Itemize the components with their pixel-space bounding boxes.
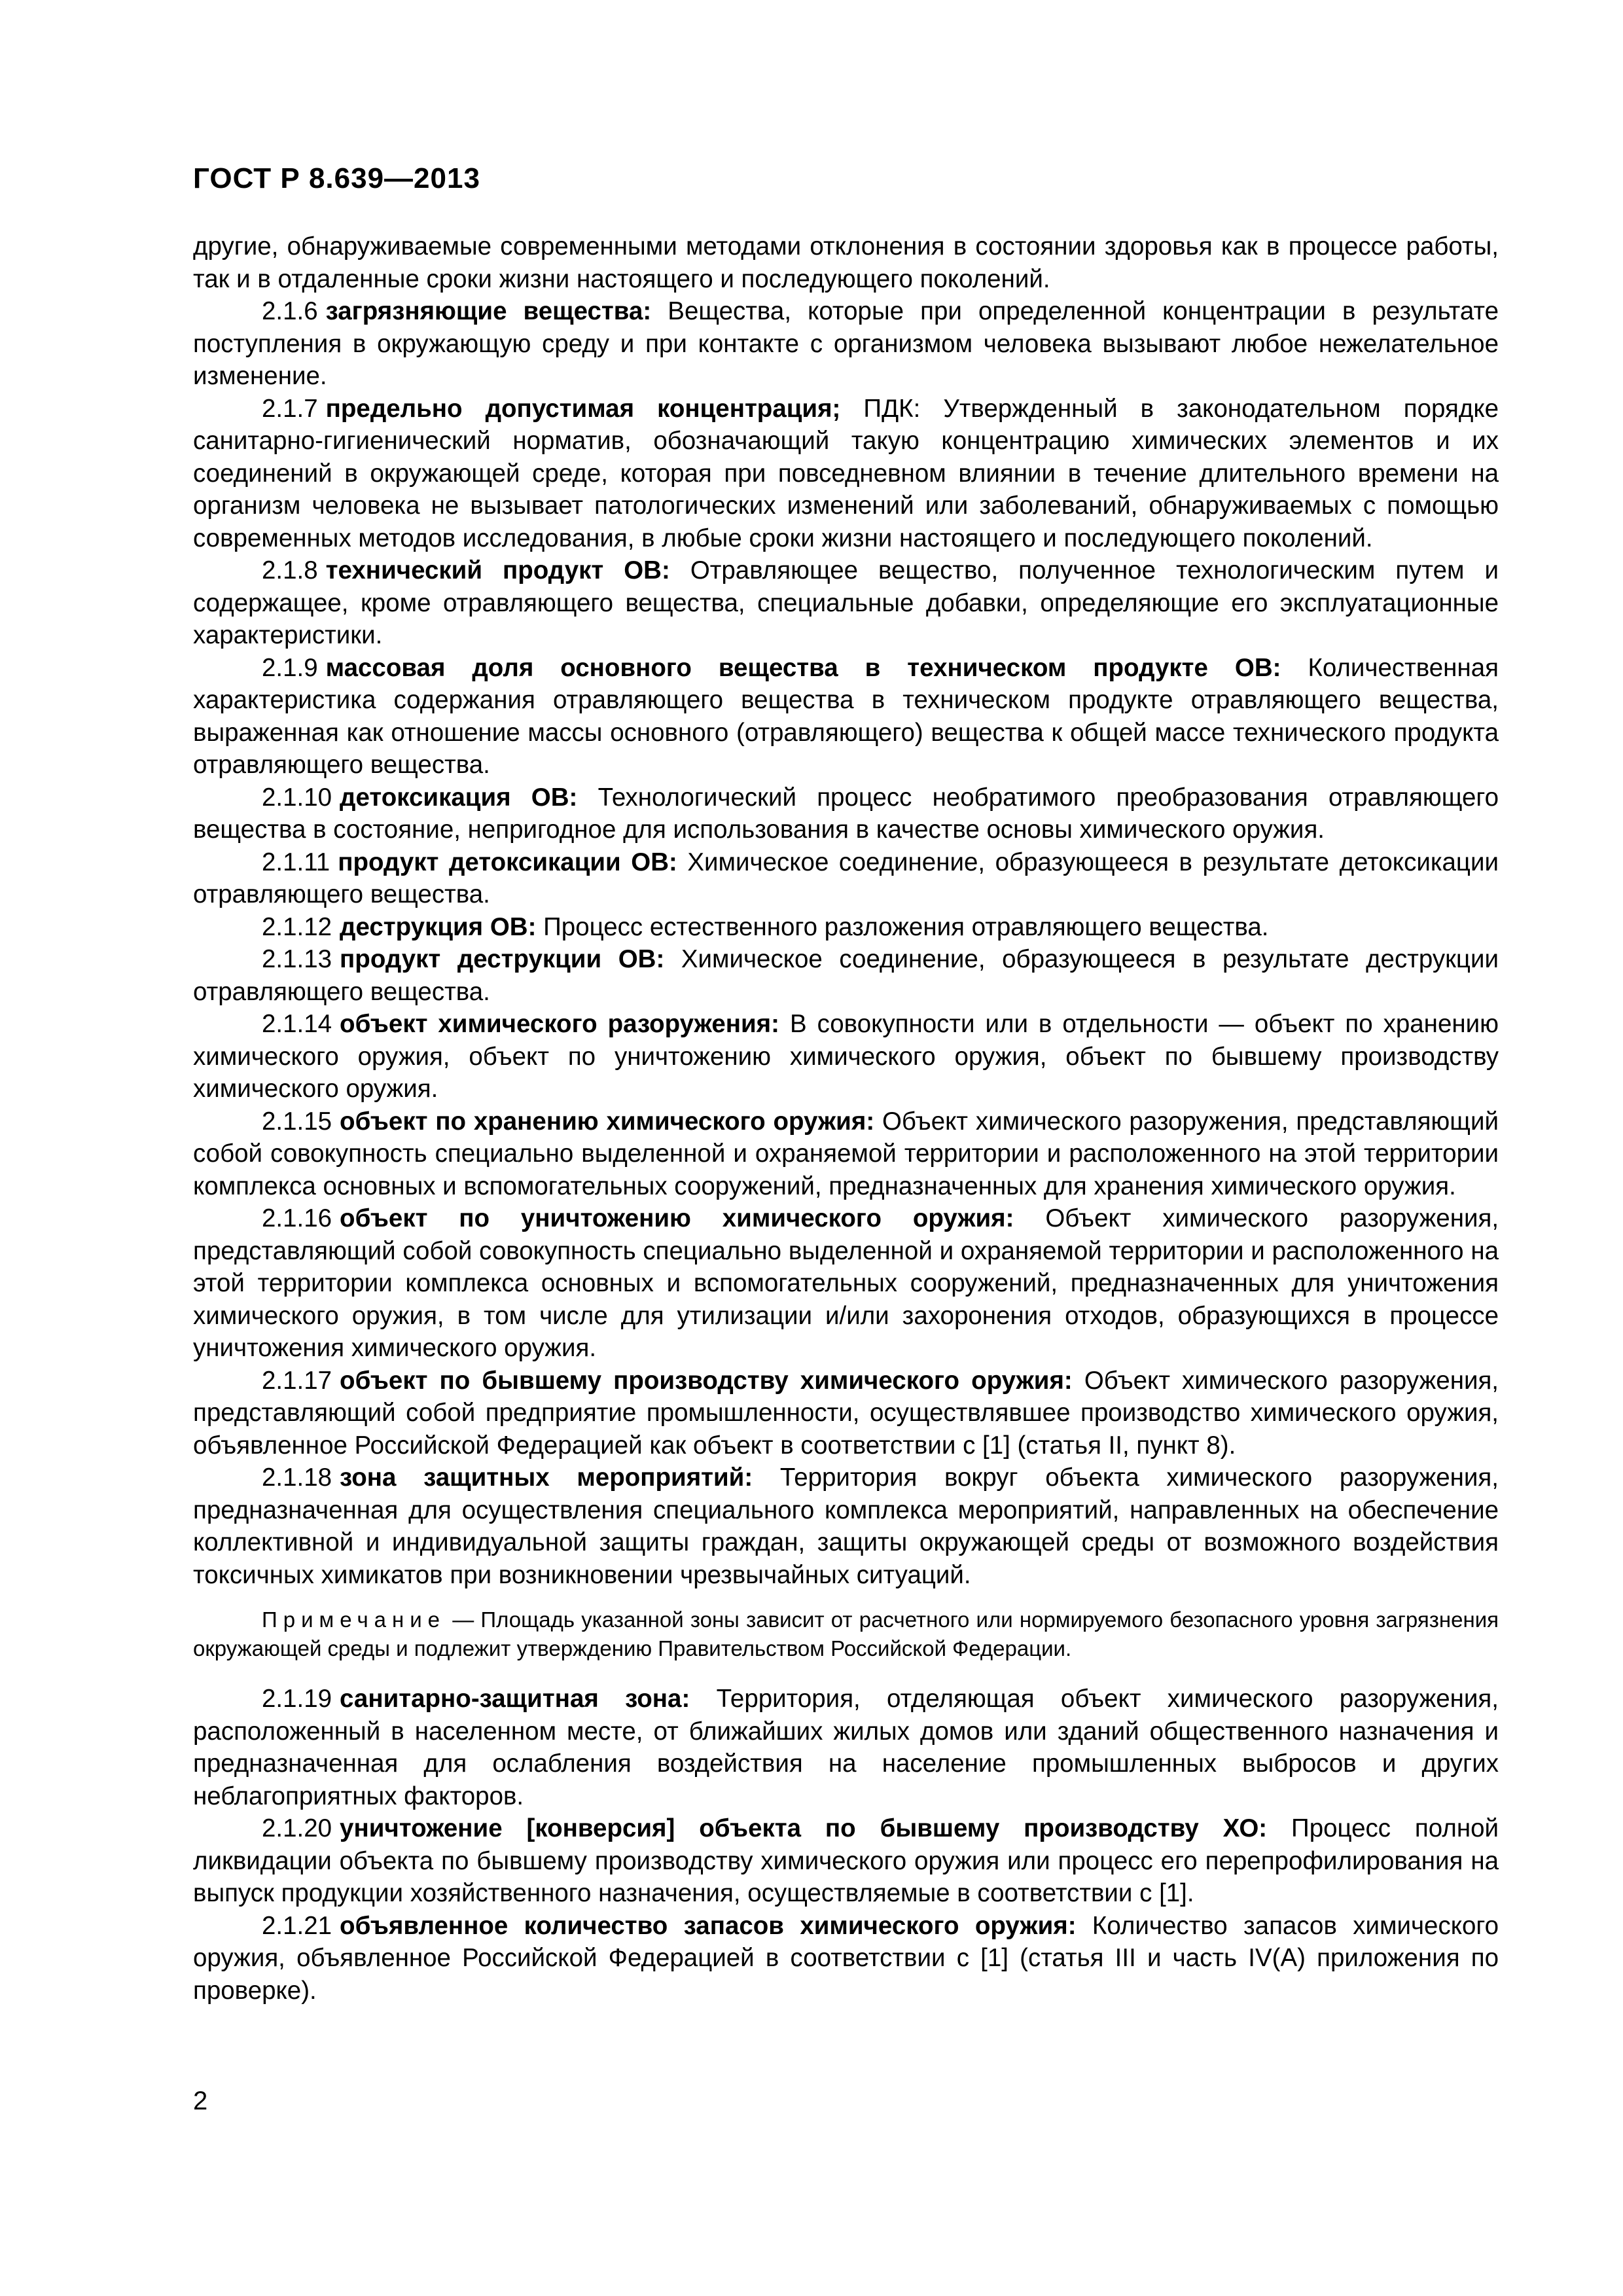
term-definition: Вещества, которые при определенной концентрации в результате поступления в окружающую среду и при контакте с организмом человека вызывают любое нежелательное изменение.	[193, 297, 1499, 390]
page-number: 2	[193, 2087, 208, 2115]
term-number: 2.1.6	[262, 297, 318, 325]
term-name: объект по бывшему производству химического оружия:	[340, 1366, 1073, 1395]
term-definition: Территория, отделяющая объект химического разоружения, расположенный в населенном месте, от ближайших жилых домов или зданий общественного назначения и предназначенная для ослабления воздействия на население промышленных выбросов и других неблагоприятных факторов.	[193, 1685, 1499, 1810]
term-number: 2.1.11	[262, 848, 330, 876]
term-paragraph	[193, 1683, 1499, 1812]
term-number: 2.1.17	[262, 1366, 332, 1395]
term-name: загрязняющие вещества:	[325, 297, 652, 325]
terms-list-after-note	[193, 1683, 1499, 2007]
term-name: зона защитных мероприятий:	[340, 1463, 753, 1492]
term-paragraph	[193, 393, 1499, 555]
term-definition: Процесс полной ликвидации объекта по бывшему производству химического оружия или процесс его перепрофилирования на выпуск продукции хозяйственного назначения, осуществляемые в соответствии с [1].	[193, 1814, 1499, 1907]
term-paragraph	[193, 1365, 1499, 1462]
term-name: уничтожение [конверсия] объекта по бывшему производству ХО:	[340, 1814, 1268, 1842]
term-paragraph	[193, 1105, 1499, 1203]
note-text: — Площадь указанной зоны зависит от расчетного или нормируемого безопасного уровня загрязнения окружающей среды и подлежит утверждению Правительством Российской Федерации.	[193, 1607, 1499, 1660]
term-paragraph	[193, 846, 1499, 911]
term-paragraph	[193, 943, 1499, 1008]
term-name: объявленное количество запасов химического оружия:	[340, 1911, 1077, 1940]
term-name: предельно допустимая концентрация;	[325, 394, 841, 423]
term-number: 2.1.7	[262, 394, 318, 423]
term-paragraph	[193, 1202, 1499, 1365]
term-name: объект по хранению химического оружия:	[340, 1107, 875, 1136]
document-body	[193, 230, 1499, 2007]
term-definition: Количественная характеристика содержания отравляющего вещества в техническом продукте отравляющего вещества, выраженная как отношение массы основного (отравляющего) вещества к общей массе технического продукта отравляющего вещества.	[193, 653, 1499, 779]
term-number: 2.1.20	[262, 1814, 332, 1842]
term-name: детоксикация ОВ:	[340, 783, 578, 812]
term-paragraph	[193, 911, 1499, 944]
term-number: 2.1.15	[262, 1107, 332, 1136]
note-label: Примечание	[262, 1607, 446, 1632]
term-paragraph	[193, 1910, 1499, 2007]
term-definition: ПДК: Утвержденный в законодательном порядке санитарно-гигиенический норматив, обозначающий такую концентрацию химических элементов и их соединений в окружающей среде, которая при повседневном влиянии в течение длительного времени на организм человека не вызывает патологических изменений или заболеваний, обнаруживаемых с помощью современных методов исследования, в любые сроки жизни настоящего и последующего поколений.	[193, 394, 1499, 552]
term-number: 2.1.16	[262, 1204, 332, 1232]
term-definition: Количество запасов химического оружия, объявленное Российской Федерацией в соответствии с [1] (статья III и часть IV(A) приложения по проверке).	[193, 1911, 1499, 2005]
term-name: продукт детоксикации ОВ:	[338, 848, 677, 876]
document-code-header: ГОСТ Р 8.639—2013	[193, 162, 480, 194]
terms-list	[193, 295, 1499, 1591]
term-number: 2.1.21	[262, 1911, 332, 1940]
term-definition: Территория вокруг объекта химического разоружения, предназначенная для осуществления специального комплекса мероприятий, направленных на обеспечение коллективной и индивидуальной защиты граждан, защиты окружающей среды от возможного воздействия токсичных химикатов при возникновении чрезвычайных ситуаций.	[193, 1463, 1499, 1589]
term-number: 2.1.19	[262, 1685, 332, 1713]
term-number: 2.1.9	[262, 653, 318, 682]
term-definition: В совокупности или в отдельности — объект по хранению химического оружия, объект по уничтожению химического оружия, объект по бывшему производству химического оружия.	[193, 1010, 1499, 1103]
term-paragraph	[193, 554, 1499, 652]
term-paragraph	[193, 1008, 1499, 1105]
term-number: 2.1.12	[262, 912, 332, 941]
term-name: массовая доля основного вещества в техническом продукте ОВ:	[325, 653, 1281, 682]
term-paragraph	[193, 295, 1499, 393]
term-definition: Объект химического разоружения, представляющий собой совокупность специально выделенной и охраняемой территории и расположенного на этой территории комплекса основных и вспомогательных сооружений, предназначенных для уничтожения химического оружия, в том числе для утилизации и/или захоронения отходов, образующихся в процессе уничтожения химического оружия.	[193, 1204, 1499, 1362]
term-definition: Технологический процесс необратимого преобразования отравляющего вещества в состояние, непригодное для использования в качестве основы химического оружия.	[193, 783, 1499, 844]
note-paragraph	[193, 1605, 1499, 1663]
term-name: продукт деструкции ОВ:	[340, 945, 665, 973]
term-name: деструкция ОВ:	[340, 912, 537, 941]
term-name: объект химического разоружения:	[340, 1010, 779, 1038]
term-definition: Объект химического разоружения, представляющий собой совокупность специально выделенной и охраняемой территории и расположенного на этой территории комплекса основных и вспомогательных сооружений, предназначенных для хранения химического оружия.	[193, 1107, 1499, 1200]
term-paragraph	[193, 1812, 1499, 1910]
term-number: 2.1.18	[262, 1463, 332, 1492]
term-definition: Объект химического разоружения, представляющий собой предприятие промышленности, осуществлявшее производство химического оружия, объявленное Российской Федерацией как объект в соответствии с [1] (статья II, пункт 8).	[193, 1366, 1499, 1460]
term-definition: Химическое соединение, образующееся в результате деструкции отравляющего вещества.	[193, 945, 1499, 1006]
term-number: 2.1.14	[262, 1010, 332, 1038]
term-number: 2.1.13	[262, 945, 332, 973]
intro-paragraph: другие, обнаруживаемые современными методами отклонения в состоянии здоровья как в процессе работы, так и в отдаленные сроки жизни настоящего и последующего поколений.	[193, 232, 1499, 293]
term-name: технический продукт ОВ:	[325, 556, 670, 584]
term-number: 2.1.8	[262, 556, 318, 584]
term-paragraph	[193, 781, 1499, 846]
term-definition: Химическое соединение, образующееся в результате детоксикации отравляющего вещества.	[193, 848, 1499, 908]
term-paragraph	[193, 1462, 1499, 1591]
term-paragraph	[193, 652, 1499, 781]
term-name: санитарно-защитная зона:	[340, 1685, 690, 1713]
term-definition: Процесс естественного разложения отравляющего вещества.	[543, 912, 1269, 941]
term-number: 2.1.10	[262, 783, 332, 812]
term-definition: Отравляющее вещество, полученное технологическим путем и содержащее, кроме отравляющего вещества, специальные добавки, определяющие его эксплуатационные характеристики.	[193, 556, 1499, 649]
term-name: объект по уничтожению химического оружия:	[340, 1204, 1014, 1232]
